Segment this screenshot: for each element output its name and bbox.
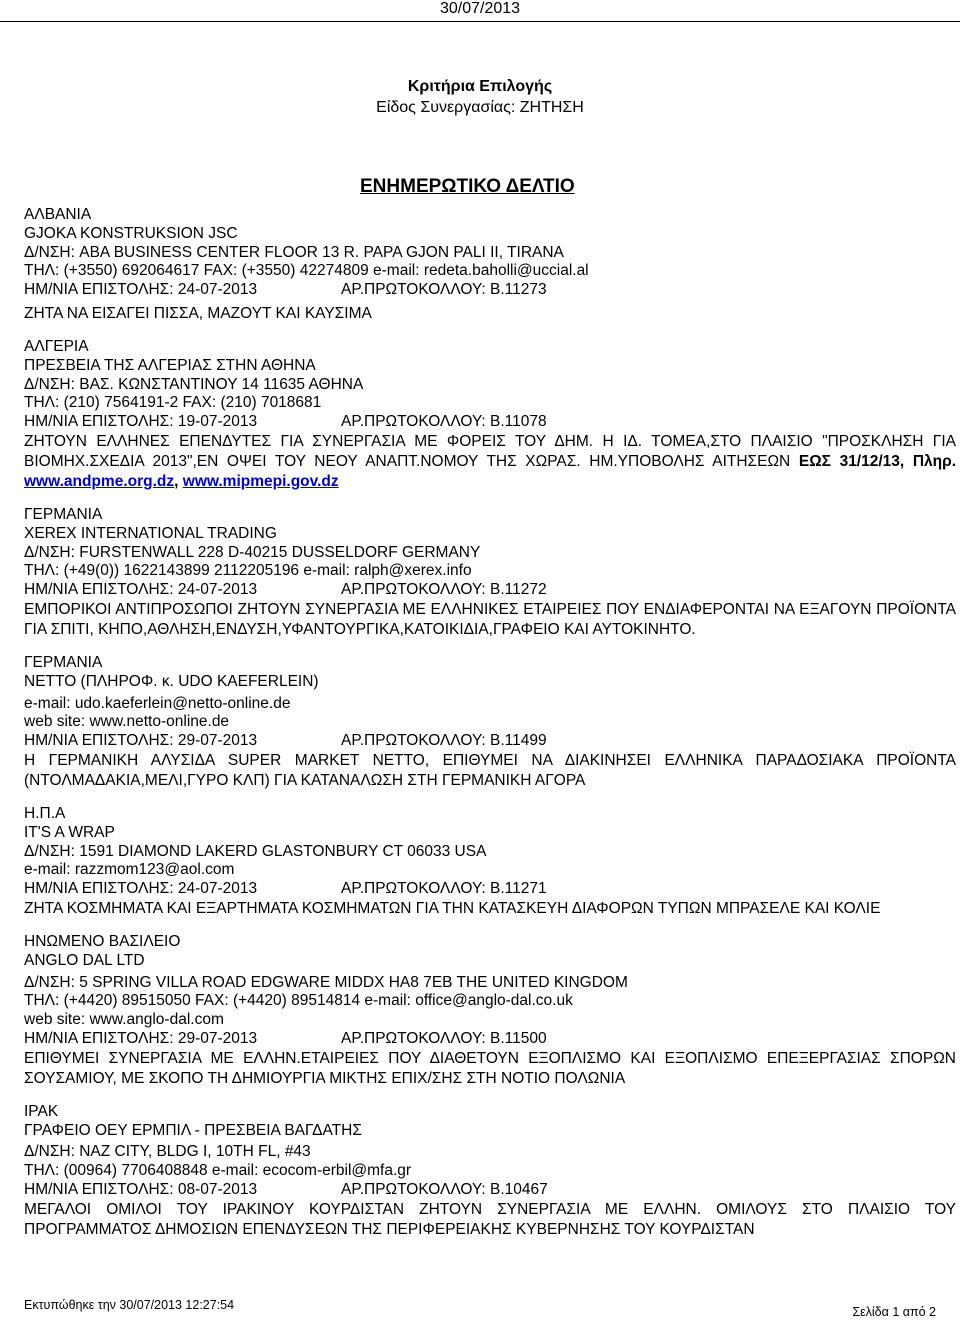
entry-address: Δ/ΝΣΗ: 5 SPRING VILLA ROAD EDGWARE MIDDX HA8 7EB THE UNITED KINGDOM bbox=[24, 973, 628, 991]
entry-address: Δ/ΝΣΗ: NAZ CITY, BLDG I, 10TH FL, #43 bbox=[24, 1143, 311, 1161]
entry-description: Η ΓΕΡΜΑΝΙΚΗ ΑΛΥΣΙΔΑ SUPER MARKET NETTO, ΕΠΙΘΥΜΕΙ ΝΑ ΔΙΑΚΙΝΗΣΕΙ ΕΛΛΗΝΙΚΑ ΠΑΡΑΔΟΣΙΑΚΑ ΠΡΟΪΟΝΤΑ (ΝΤΟΛΜΑΔΑΚΙΑ,ΜΕΛΙ,ΓΥΡΟ ΚΛΠ) ΓΙΑ ΚΑΤΑΝΑΛΩΣΗ ΣΤΗ ΓΕΡΜΑΝΙΚΗ ΑΓΟΡΑ bbox=[24, 751, 956, 789]
entry-link-mipmepi[interactable]: www.mipmepi.gov.dz bbox=[182, 472, 339, 490]
entry-deadline: ΕΩΣ 31/12/13, bbox=[798, 452, 905, 470]
entry-website: web site: www.netto-online.de bbox=[24, 713, 230, 731]
footer-printed: Εκτυπώθηκε την 30/07/2013 12:27:54 bbox=[24, 1298, 235, 1312]
entry-country: ΓΕΡΜΑΝΙΑ bbox=[24, 653, 103, 671]
entry-company: XEREX INTERNATIONAL TRADING bbox=[24, 524, 277, 542]
entry-country: ΑΛΓΕΡΙΑ bbox=[24, 337, 89, 355]
entry-protocol: ΑΡ.ΠΡΩΤΟΚΟΛΛΟΥ: Β.11273 bbox=[341, 281, 547, 299]
entry-description bbox=[24, 432, 956, 492]
spacer bbox=[24, 640, 956, 654]
entry-letter-date: ΗΜ/ΝΙΑ ΕΠΙΣΤΟΛΗΣ: 08-07-2013 bbox=[24, 1180, 258, 1198]
entry-address: Δ/ΝΣΗ: ΒΑΣ. ΚΩΝΣΤΑΝΤΙΝΟΥ 14 11635 ΑΘΗΝΑ bbox=[24, 375, 364, 393]
entry-letter-date: ΗΜ/ΝΙΑ ΕΠΙΣΤΟΛΗΣ: 29-07-2013 bbox=[24, 1029, 258, 1047]
entry-description: ΜΕΓΑΛΟΙ ΟΜΙΛΟΙ ΤΟΥ ΙΡΑΚΙΝΟΥ ΚΟΥΡΔΙΣΤΑΝ ΖΗΤΟΥΝ ΣΥΝΕΡΓΑΣΙΑ ΜΕ ΕΛΛΗΝ. ΟΜΙΛΟΥΣ ΣΤΟ ΠΛΑΙΣΙΟ ΤΟΥ ΠΡΟΓΡΑΜΜΑΤΟΣ ΔΗΜΟΣΙΩΝ ΕΠΕΝΔΥΣΕΩΝ ΤΗΣ ΠΕΡΙΦΕΡΕΙΑΚΗΣ ΚΥΒΕΡΝΗΣΗΣ ΤΟΥ ΚΟΥΡΔΙΣΤΑΝ bbox=[24, 1200, 956, 1238]
entry-letter-date: ΗΜ/ΝΙΑ ΕΠΙΣΤΟΛΗΣ: 24-07-2013 bbox=[24, 581, 258, 599]
entry-contact: ΤΗΛ: (+4420) 89515050 FAX: (+4420) 89514814 e-mail: office@anglo-dal.co.uk bbox=[24, 992, 573, 1010]
entry-germany-netto bbox=[24, 654, 956, 791]
header-date: 30/07/2013 bbox=[439, 0, 521, 17]
entry-country: ΑΛΒΑΝΙΑ bbox=[24, 206, 92, 223]
entry-contact: ΤΗΛ: (210) 7564191-2 FAX: (210) 7018681 bbox=[24, 394, 322, 412]
entry-letter-date: ΗΜ/ΝΙΑ ΕΠΙΣΤΟΛΗΣ: 29-07-2013 bbox=[24, 732, 258, 750]
entry-company: NETTO (ΠΛΗΡΟΦ. κ. UDO KAEFERLEIN) bbox=[24, 672, 319, 690]
entry-country: ΓΕΡΜΑΝΙΑ bbox=[24, 505, 103, 523]
entry-contact: ΤΗΛ: (+49(0)) 1622143899 2112205196 e-mail: ralph@xerex.info bbox=[24, 562, 472, 580]
entry-address: Δ/ΝΣΗ: 1591 DIAMOND LAKERD GLASTONBURY CT 06033 USA bbox=[24, 842, 487, 860]
entry-protocol: ΑΡ.ΠΡΩΤΟΚΟΛΛΟΥ: Β.11271 bbox=[341, 880, 547, 898]
spacer bbox=[24, 492, 956, 506]
entry-website: web site: www.anglo-dal.com bbox=[24, 1011, 224, 1029]
entry-protocol: ΑΡ.ΠΡΩΤΟΚΟΛΛΟΥ: Β.11500 bbox=[341, 1029, 547, 1047]
entry-country: ΙΡΑΚ bbox=[24, 1102, 59, 1120]
entry-letter-date: ΗΜ/ΝΙΑ ΕΠΙΣΤΟΛΗΣ: 24-07-2013 bbox=[24, 281, 258, 299]
entry-dates bbox=[24, 581, 956, 600]
entry-email: e-mail: razzmom123@aol.com bbox=[24, 861, 235, 879]
entry-dates bbox=[24, 732, 956, 751]
entry-dates bbox=[24, 1181, 956, 1200]
spacer bbox=[24, 791, 956, 805]
entry-contact: ΤΗΛ: (00964) 7706408848 e-mail: ecocom-erbil@mfa.gr bbox=[24, 1162, 412, 1180]
criteria-block bbox=[0, 76, 960, 118]
criteria-title: Κριτήρια Επιλογής bbox=[407, 78, 553, 95]
entry-usa bbox=[24, 805, 956, 919]
entry-germany-xerex bbox=[24, 506, 956, 640]
entry-description-text: ΖΗΤΟΥΝ ΕΛΛΗΝΕΣ ΕΠΕΝΔΥΤΕΣ ΓΙΑ ΣΥΝΕΡΓΑΣΙΑ ΜΕ ΦΟΡΕΙΣ ΤΟΥ ΔΗΜ. Η ΙΔ. ΤΟΜΕΑ,ΣΤΟ ΠΛΑΙΣΙΟ "ΠΡΟΣΚΛΗΣΗ ΓΙΑ ΒΙΟΜΗΧ.ΣΧΕΔΙΑ 2013",ΕΝ ΟΨΕΙ ΤΟΥ ΝΕΟΥ ΑΝΑΠΤ.ΝΟΜΟΥ ΤΗΣ ΧΩΡΑΣ. ΗΜ.ΥΠΟΒΟΛΗΣ ΑΙΤΗΣΕΩΝ bbox=[24, 432, 956, 470]
entry-company: GJOKA KONSTRUKSION JSC bbox=[24, 224, 238, 242]
entry-description: ΕΠΙΘΥΜΕΙ ΣΥΝΕΡΓΑΣΙΑ ΜΕ ΕΛΛΗΝ.ΕΤΑΙΡΕΙΕΣ ΠΟΥ ΔΙΑΘΕΤΟΥΝ ΕΞΟΠΛΙΣΜΟ ΚΑΙ ΕΞΟΠΛΙΣΜΟ ΕΠΕΞΕΡΓΑΣΙΑΣ ΣΠΟΡΩΝ ΣΟΥΣΑΜΙΟΥ, ΜΕ ΣΚΟΠΟ ΤΗ ΔΗΜΙΟΥΡΓΙΑ ΜΙΚΤΗΣ ΕΠΙΧ/ΣΗΣ ΣΤΗ ΝΟΤΙΟ ΠΟΛΩΝΙΑ bbox=[24, 1049, 956, 1087]
entry-contact: ΤΗΛ: (+3550) 692064617 FAX: (+3550) 42274809 e-mail: redeta.baholli@uccial.al bbox=[24, 262, 589, 280]
entry-country: ΗΝΩΜΕΝΟ ΒΑΣΙΛΕΙΟ bbox=[24, 932, 181, 950]
entry-link-andpme[interactable]: www.andpme.org.dz bbox=[24, 472, 175, 490]
entry-dates bbox=[24, 1030, 956, 1049]
entry-albania bbox=[24, 206, 956, 324]
entry-company: ANGLO DAL LTD bbox=[24, 951, 145, 969]
entry-company: ΠΡΕΣΒΕΙΑ ΤΗΣ ΑΛΓΕΡΙΑΣ ΣΤΗΝ ΑΘΗΝΑ bbox=[24, 356, 316, 374]
entry-country: Η.Π.Α bbox=[24, 804, 66, 822]
entry-letter-date: ΗΜ/ΝΙΑ ΕΠΙΣΤΟΛΗΣ: 19-07-2013 bbox=[24, 413, 258, 431]
entries-list bbox=[24, 206, 956, 1240]
entry-company: ΓΡΑΦΕΙΟ ΟΕΥ ΕΡΜΠΙΛ - ΠΡΕΣΒΕΙΑ ΒΑΓΔΑΤΗΣ bbox=[24, 1121, 362, 1139]
entry-description: ΖΗΤΑ ΝΑ ΕΙΣΑΓΕΙ ΠΙΣΣΑ, ΜΑΖΟΥΤ ΚΑΙ ΚΑΥΣΙΜΑ bbox=[24, 304, 372, 322]
entry-protocol: ΑΡ.ΠΡΩΤΟΚΟΛΛΟΥ: Β.11499 bbox=[341, 732, 547, 750]
footer-page-number: Σελίδα 1 από 2 bbox=[852, 1305, 936, 1319]
criteria-type: Είδος Συνεργασίας: ΖΗΤΗΣΗ bbox=[376, 99, 584, 116]
entry-dates bbox=[24, 880, 956, 899]
entry-description: ΖΗΤΑ ΚΟΣΜΗΜΑΤΑ ΚΑΙ ΕΞΑΡΤΗΜΑΤΑ ΚΟΣΜΗΜΑΤΩΝ ΓΙΑ ΤΗΝ ΚΑΤΑΣΚΕΥΗ ΔΙΑΦΟΡΩΝ ΤΥΠΩΝ ΜΠΡΑΣΕΛΕ ΚΑΙ ΚΟΛΙΕ bbox=[24, 899, 881, 917]
entry-address: Δ/ΝΣΗ: ABA BUSINESS CENTER FLOOR 13 R. PAPA GJON PALI II, TIRANA bbox=[24, 243, 564, 261]
entry-protocol: ΑΡ.ΠΡΩΤΟΚΟΛΛΟΥ: Β.11078 bbox=[341, 413, 547, 431]
spacer bbox=[24, 324, 956, 338]
entry-dates bbox=[24, 281, 956, 300]
entry-dates bbox=[24, 413, 956, 432]
spacer bbox=[24, 919, 956, 933]
header-divider bbox=[0, 21, 960, 22]
entry-protocol: ΑΡ.ΠΡΩΤΟΚΟΛΛΟΥ: Β.11272 bbox=[341, 581, 547, 599]
entry-letter-date: ΗΜ/ΝΙΑ ΕΠΙΣΤΟΛΗΣ: 24-07-2013 bbox=[24, 880, 258, 898]
entry-uk bbox=[24, 933, 956, 1089]
entry-info-label: Πληρ. bbox=[912, 452, 957, 470]
entry-link-separator: , bbox=[174, 472, 179, 490]
spacer bbox=[24, 1089, 956, 1103]
entry-address: Δ/ΝΣΗ: FURSTENWALL 228 D-40215 DUSSELDORF GERMANY bbox=[24, 543, 481, 561]
entry-algeria bbox=[24, 338, 956, 492]
entry-description: ΕΜΠΟΡΙΚΟΙ ΑΝΤΙΠΡΟΣΩΠΟΙ ΖΗΤΟΥΝ ΣΥΝΕΡΓΑΣΙΑ ΜΕ ΕΛΛΗΝΙΚΕΣ ΕΤΑΙΡΕΙΕΣ ΠΟΥ ΕΝΔΙΑΦΕΡΟΝΤΑΙ ΝΑ ΕΞΑΓΟΥΝ ΠΡΟΪΟΝΤΑ ΓΙΑ ΣΠΙΤΙ, ΚΗΠΟ,ΑΘΛΗΣΗ,ΕΝΔΥΣΗ,ΥΦΑΝΤΟΥΡΓΙΚΑ,ΚΑΤΟΙΚΙΔΙΑ,ΓΡΑΦΕΙΟ ΚΑΙ ΑΥΤΟΚΙΝΗΤΟ. bbox=[24, 600, 956, 638]
entry-email: e-mail: udo.kaeferlein@netto-online.de bbox=[24, 694, 291, 712]
bulletin-title: ΕΝΗΜΕΡΩΤΙΚΟ ΔΕΛΤΙΟ bbox=[360, 176, 575, 197]
entry-company: IT'S A WRAP bbox=[24, 823, 115, 841]
entry-iraq bbox=[24, 1103, 956, 1240]
entry-protocol: ΑΡ.ΠΡΩΤΟΚΟΛΛΟΥ: Β.10467 bbox=[341, 1180, 548, 1198]
